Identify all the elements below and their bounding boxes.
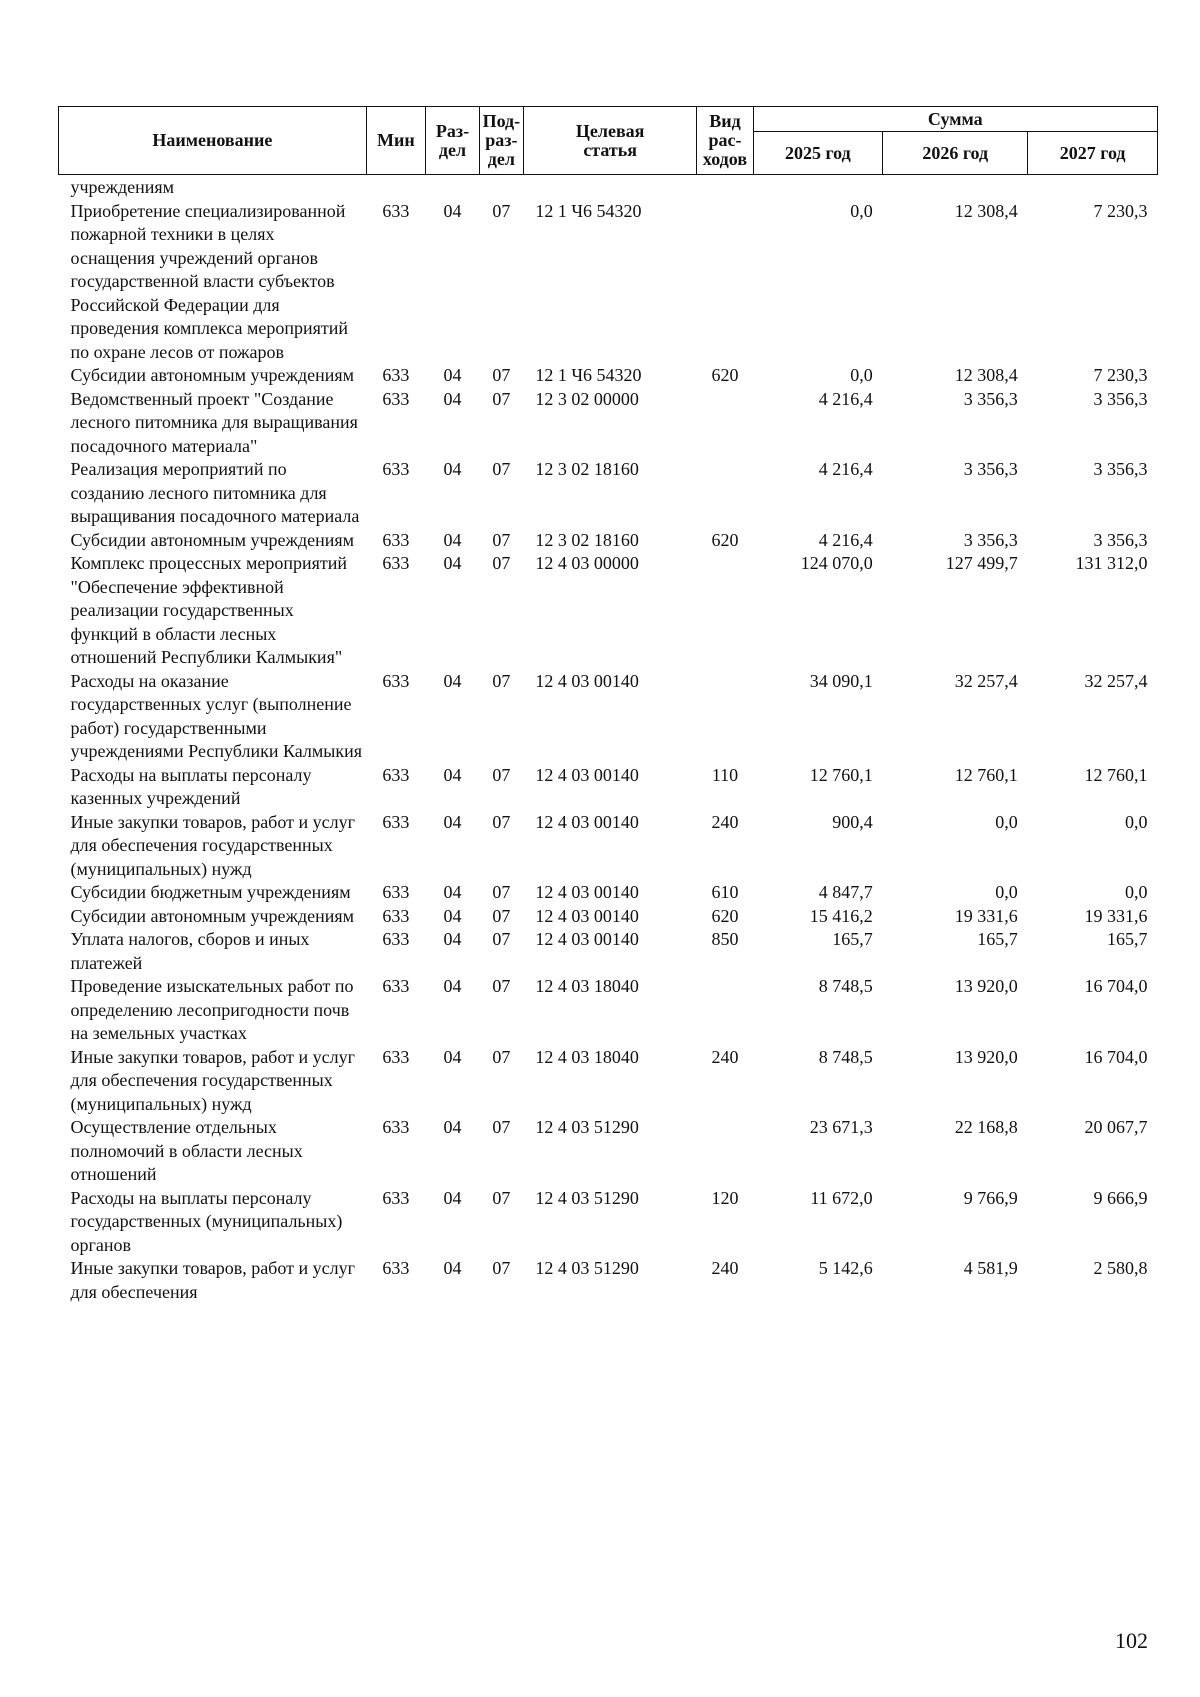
cell-name: учреждениям: [70, 177, 175, 197]
cell-sum-2027: [1028, 175, 1158, 200]
cell-sum-2025: 12 760,1: [809, 764, 873, 785]
cell-razdel: 04: [443, 200, 462, 221]
cell-sum-2025: 0,0: [850, 365, 873, 385]
cell-sum-2027: 3 356,3: [1093, 388, 1148, 409]
cell-sum-2026: 12 308,4: [954, 365, 1018, 385]
cell-min: 633: [382, 811, 410, 832]
table-body: [59, 175, 1158, 1305]
cell-name: Приобретение специализированной пожарной техники в целях оснащения учреждений органов государственной власти субъектов Российской Федерации для проведения комплекса мероприятий по охране лесов от пожаров: [70, 200, 349, 362]
cell-celevaya-statya: 12 4 03 00140: [535, 764, 639, 785]
table-row: [59, 905, 1158, 929]
cell-celevaya-statya: 12 3 02 18160: [535, 459, 639, 479]
cell-sum-2027: 7 230,3: [1093, 365, 1148, 385]
cell-sum-2025: [753, 175, 883, 200]
cell-min: 633: [382, 1187, 410, 1208]
cell-sum-2025: 4 847,7: [818, 882, 873, 902]
cell-podrazdel: 07: [492, 882, 511, 902]
cell-vid-rashodov: 610: [711, 882, 739, 902]
cell-razdel: 04: [443, 365, 462, 385]
cell-vid-rashodov: [697, 1116, 753, 1187]
cell-razdel: 04: [443, 1258, 462, 1278]
cell-min: 633: [382, 929, 410, 949]
cell-sum-2027: 2 580,8: [1093, 1258, 1148, 1278]
cell-name: Расходы на оказание государственных услуг (выполнение работ) государственными учреждениями Республики Калмыкия: [70, 670, 363, 761]
table-row: [59, 764, 1158, 811]
cell-podrazdel: 07: [492, 929, 511, 949]
header-year-2027: 2027 год: [1028, 132, 1158, 175]
cell-celevaya-statya: 12 1 Ч6 54320: [535, 365, 642, 385]
cell-vid-rashodov: [697, 388, 753, 459]
table-header: [59, 107, 1158, 175]
header-celevaya-statya: Целевая статья: [523, 107, 697, 175]
table-row: [59, 552, 1158, 670]
cell-sum-2027: 0,0: [1125, 882, 1148, 902]
budget-table: [58, 106, 1158, 1304]
cell-podrazdel: 07: [492, 811, 511, 832]
cell-celevaya-statya: 12 4 03 00140: [535, 811, 639, 832]
cell-sum-2026: 165,7: [977, 929, 1018, 949]
cell-sum-2025: 165,7: [832, 929, 873, 949]
cell-name: Расходы на выплаты персоналу казенных учреждений: [70, 764, 312, 808]
cell-vid-rashodov: 240: [711, 1258, 739, 1278]
cell-podrazdel: 07: [492, 1258, 511, 1278]
cell-sum-2027: 7 230,3: [1093, 200, 1148, 221]
table-row: [59, 928, 1158, 975]
cell-name: Субсидии бюджетным учреждениям: [70, 882, 351, 902]
cell-celevaya-statya: 12 4 03 00140: [535, 905, 639, 926]
cell-celevaya-statya: 12 3 02 18160: [535, 529, 639, 550]
cell-podrazdel: 07: [492, 529, 511, 550]
cell-name: Иные закупки товаров, работ и услуг для обеспечения государственных (муниципальных) нужд: [70, 1046, 355, 1114]
cell-sum-2026: 4 581,9: [963, 1258, 1018, 1278]
table-row: [59, 1257, 1158, 1304]
cell-podrazdel: 07: [492, 1187, 511, 1208]
cell-sum-2025: 5 142,6: [818, 1258, 873, 1278]
cell-celevaya-statya: 12 4 03 51290: [535, 1258, 639, 1278]
cell-sum-2025: 4 216,4: [818, 529, 873, 550]
cell-podrazdel: 07: [492, 365, 511, 385]
cell-podrazdel: 07: [492, 388, 511, 409]
cell-sum-2027: 16 704,0: [1084, 1046, 1148, 1067]
header-year-2025: 2025 год: [753, 132, 883, 175]
cell-sum-2027: 12 760,1: [1084, 764, 1148, 785]
cell-sum-2025: 900,4: [832, 811, 873, 832]
cell-min: 633: [382, 459, 410, 479]
cell-sum-2027: 20 067,7: [1084, 1117, 1148, 1137]
cell-razdel: 04: [443, 764, 462, 785]
cell-min: 633: [382, 670, 410, 691]
budget-document-page: [58, 106, 1158, 1304]
cell-celevaya-statya: 12 4 03 18040: [535, 976, 639, 996]
cell-sum-2025: 4 216,4: [818, 459, 873, 479]
cell-celevaya-statya: 12 4 03 00140: [535, 670, 639, 691]
cell-celevaya-statya: 12 4 03 51290: [535, 1187, 639, 1208]
cell-sum-2027: 32 257,4: [1084, 670, 1148, 691]
cell-razdel: 04: [443, 929, 462, 949]
cell-name: Уплата налогов, сборов и иных платежей: [70, 929, 310, 973]
table-row: [59, 811, 1158, 882]
header-min: Мин: [366, 107, 425, 175]
cell-name: Субсидии автономным учреждениям: [70, 905, 355, 926]
cell-podrazdel: 07: [492, 200, 511, 221]
cell-min: 633: [382, 529, 410, 550]
cell-sum-2026: 32 257,4: [954, 670, 1018, 691]
header-razdel: Раз- дел: [426, 107, 480, 175]
table-row: [59, 1046, 1158, 1117]
cell-celevaya-statya: [523, 175, 697, 200]
cell-min: 633: [382, 1258, 410, 1278]
cell-min: 633: [382, 976, 410, 996]
cell-sum-2027: 131 312,0: [1075, 553, 1148, 573]
cell-name: Осуществление отдельных полномочий в области лесных отношений: [70, 1117, 303, 1184]
cell-sum-2026: 12 308,4: [954, 200, 1018, 221]
table-row: [59, 975, 1158, 1046]
cell-min: 633: [382, 1046, 410, 1067]
cell-sum-2027: 19 331,6: [1084, 905, 1148, 926]
table-row: [59, 881, 1158, 905]
cell-min: [366, 175, 425, 200]
cell-vid-rashodov: [697, 552, 753, 670]
cell-podrazdel: 07: [492, 905, 511, 926]
cell-sum-2025: 23 671,3: [809, 1117, 873, 1137]
header-vid-rashodov: Вид рас- ходов: [697, 107, 753, 175]
cell-vid-rashodov: [697, 670, 753, 764]
cell-razdel: 04: [443, 976, 462, 996]
cell-sum-2026: 127 499,7: [945, 553, 1018, 573]
cell-name: Проведение изыскательных работ по определению лесопригодности почв на земельных участках: [70, 976, 354, 1043]
page-number: 102: [1115, 1628, 1148, 1653]
cell-sum-2026: 13 920,0: [954, 1046, 1018, 1067]
table-row: [59, 175, 1158, 200]
cell-podrazdel: 07: [492, 1117, 511, 1137]
cell-min: 633: [382, 553, 410, 573]
cell-celevaya-statya: 12 4 03 51290: [535, 1117, 639, 1137]
table-row: [59, 200, 1158, 365]
table-row: [59, 364, 1158, 388]
cell-sum-2025: 15 416,2: [809, 905, 873, 926]
cell-sum-2027: 3 356,3: [1093, 459, 1148, 479]
table-row: [59, 458, 1158, 529]
cell-name: Иные закупки товаров, работ и услуг для обеспечения: [70, 1258, 355, 1302]
cell-podrazdel: 07: [492, 1046, 511, 1067]
cell-vid-rashodov: [697, 175, 753, 200]
cell-vid-rashodov: [697, 975, 753, 1046]
cell-vid-rashodov: [697, 458, 753, 529]
cell-sum-2025: 8 748,5: [818, 976, 873, 996]
cell-razdel: 04: [443, 459, 462, 479]
cell-sum-2027: 16 704,0: [1084, 976, 1148, 996]
cell-sum-2026: [883, 175, 1028, 200]
cell-razdel: 04: [443, 529, 462, 550]
cell-vid-rashodov: 620: [711, 365, 739, 385]
cell-razdel: 04: [443, 1117, 462, 1137]
cell-vid-rashodov: 620: [711, 905, 739, 926]
cell-vid-rashodov: [697, 200, 753, 365]
cell-celevaya-statya: 12 3 02 00000: [535, 388, 639, 409]
cell-min: 633: [382, 365, 410, 385]
cell-celevaya-statya: 12 4 03 00000: [535, 553, 639, 573]
cell-podrazdel: 07: [492, 976, 511, 996]
cell-razdel: 04: [443, 1046, 462, 1067]
cell-name: Расходы на выплаты персоналу государственных (муниципальных) органов: [70, 1187, 343, 1255]
cell-min: 633: [382, 905, 410, 926]
cell-sum-2025: 124 070,0: [800, 553, 873, 573]
cell-sum-2025: 4 216,4: [818, 388, 873, 409]
cell-vid-rashodov: 120: [711, 1187, 739, 1208]
cell-vid-rashodov: 850: [711, 929, 739, 949]
cell-podrazdel: 07: [492, 764, 511, 785]
header-name: Наименование: [59, 107, 367, 175]
cell-sum-2026: 22 168,8: [954, 1117, 1018, 1137]
cell-podrazdel: 07: [492, 670, 511, 691]
cell-sum-2026: 3 356,3: [963, 459, 1018, 479]
cell-sum-2025: 0,0: [850, 200, 873, 221]
cell-razdel: 04: [443, 882, 462, 902]
cell-sum-2026: 19 331,6: [954, 905, 1018, 926]
cell-name: Иные закупки товаров, работ и услуг для обеспечения государственных (муниципальных) нужд: [70, 811, 355, 879]
cell-celevaya-statya: 12 4 03 00140: [535, 929, 639, 949]
cell-name: Реализация мероприятий по созданию лесного питомника для выращивания посадочного материала: [70, 459, 360, 526]
cell-sum-2025: 11 672,0: [810, 1187, 873, 1208]
cell-name: Ведомственный проект "Создание лесного питомника для выращивания посадочного материала": [70, 388, 358, 456]
cell-razdel: [426, 175, 480, 200]
header-summa: Сумма: [753, 107, 1157, 132]
header-year-2026: 2026 год: [883, 132, 1028, 175]
cell-podrazdel: 07: [492, 459, 511, 479]
cell-min: 633: [382, 764, 410, 785]
cell-razdel: 04: [443, 905, 462, 926]
cell-sum-2026: 3 356,3: [963, 388, 1018, 409]
cell-celevaya-statya: 12 4 03 18040: [535, 1046, 639, 1067]
cell-vid-rashodov: 620: [711, 529, 739, 550]
cell-sum-2026: 0,0: [995, 882, 1018, 902]
cell-sum-2025: 34 090,1: [809, 670, 873, 691]
cell-sum-2027: 9 666,9: [1093, 1187, 1148, 1208]
table-row: [59, 1116, 1158, 1187]
cell-razdel: 04: [443, 553, 462, 573]
cell-sum-2027: 3 356,3: [1093, 529, 1148, 550]
cell-min: 633: [382, 200, 410, 221]
cell-sum-2026: 9 766,9: [963, 1187, 1018, 1208]
cell-razdel: 04: [443, 1187, 462, 1208]
cell-min: 633: [382, 388, 410, 409]
table-row: [59, 670, 1158, 764]
cell-name: Субсидии автономным учреждениям: [70, 529, 355, 550]
cell-min: 633: [382, 1117, 410, 1137]
cell-vid-rashodov: 240: [711, 1046, 739, 1067]
cell-sum-2026: 3 356,3: [963, 529, 1018, 550]
cell-razdel: 04: [443, 811, 462, 832]
cell-name: Субсидии автономным учреждениям: [70, 365, 355, 385]
cell-name: Комплекс процессных мероприятий "Обеспечение эффективной реализации государственных функций в области лесных отношений Республики Калмыкия": [70, 553, 348, 667]
cell-podrazdel: 07: [492, 553, 511, 573]
cell-celevaya-statya: 12 4 03 00140: [535, 882, 639, 902]
cell-razdel: 04: [443, 388, 462, 409]
cell-sum-2025: 8 748,5: [818, 1046, 873, 1067]
cell-vid-rashodov: 110: [711, 764, 739, 785]
table-row: [59, 1187, 1158, 1258]
cell-vid-rashodov: 240: [711, 811, 739, 832]
cell-sum-2027: 165,7: [1107, 929, 1148, 949]
table-row: [59, 388, 1158, 459]
cell-sum-2027: 0,0: [1125, 811, 1148, 832]
table-row: [59, 529, 1158, 553]
cell-sum-2026: 13 920,0: [954, 976, 1018, 996]
cell-celevaya-statya: 12 1 Ч6 54320: [535, 200, 642, 221]
header-podrazdel: Под- раз- дел: [479, 107, 523, 175]
cell-podrazdel: [479, 175, 523, 200]
cell-razdel: 04: [443, 670, 462, 691]
cell-sum-2026: 0,0: [995, 811, 1018, 832]
cell-min: 633: [382, 882, 410, 902]
cell-sum-2026: 12 760,1: [954, 764, 1018, 785]
